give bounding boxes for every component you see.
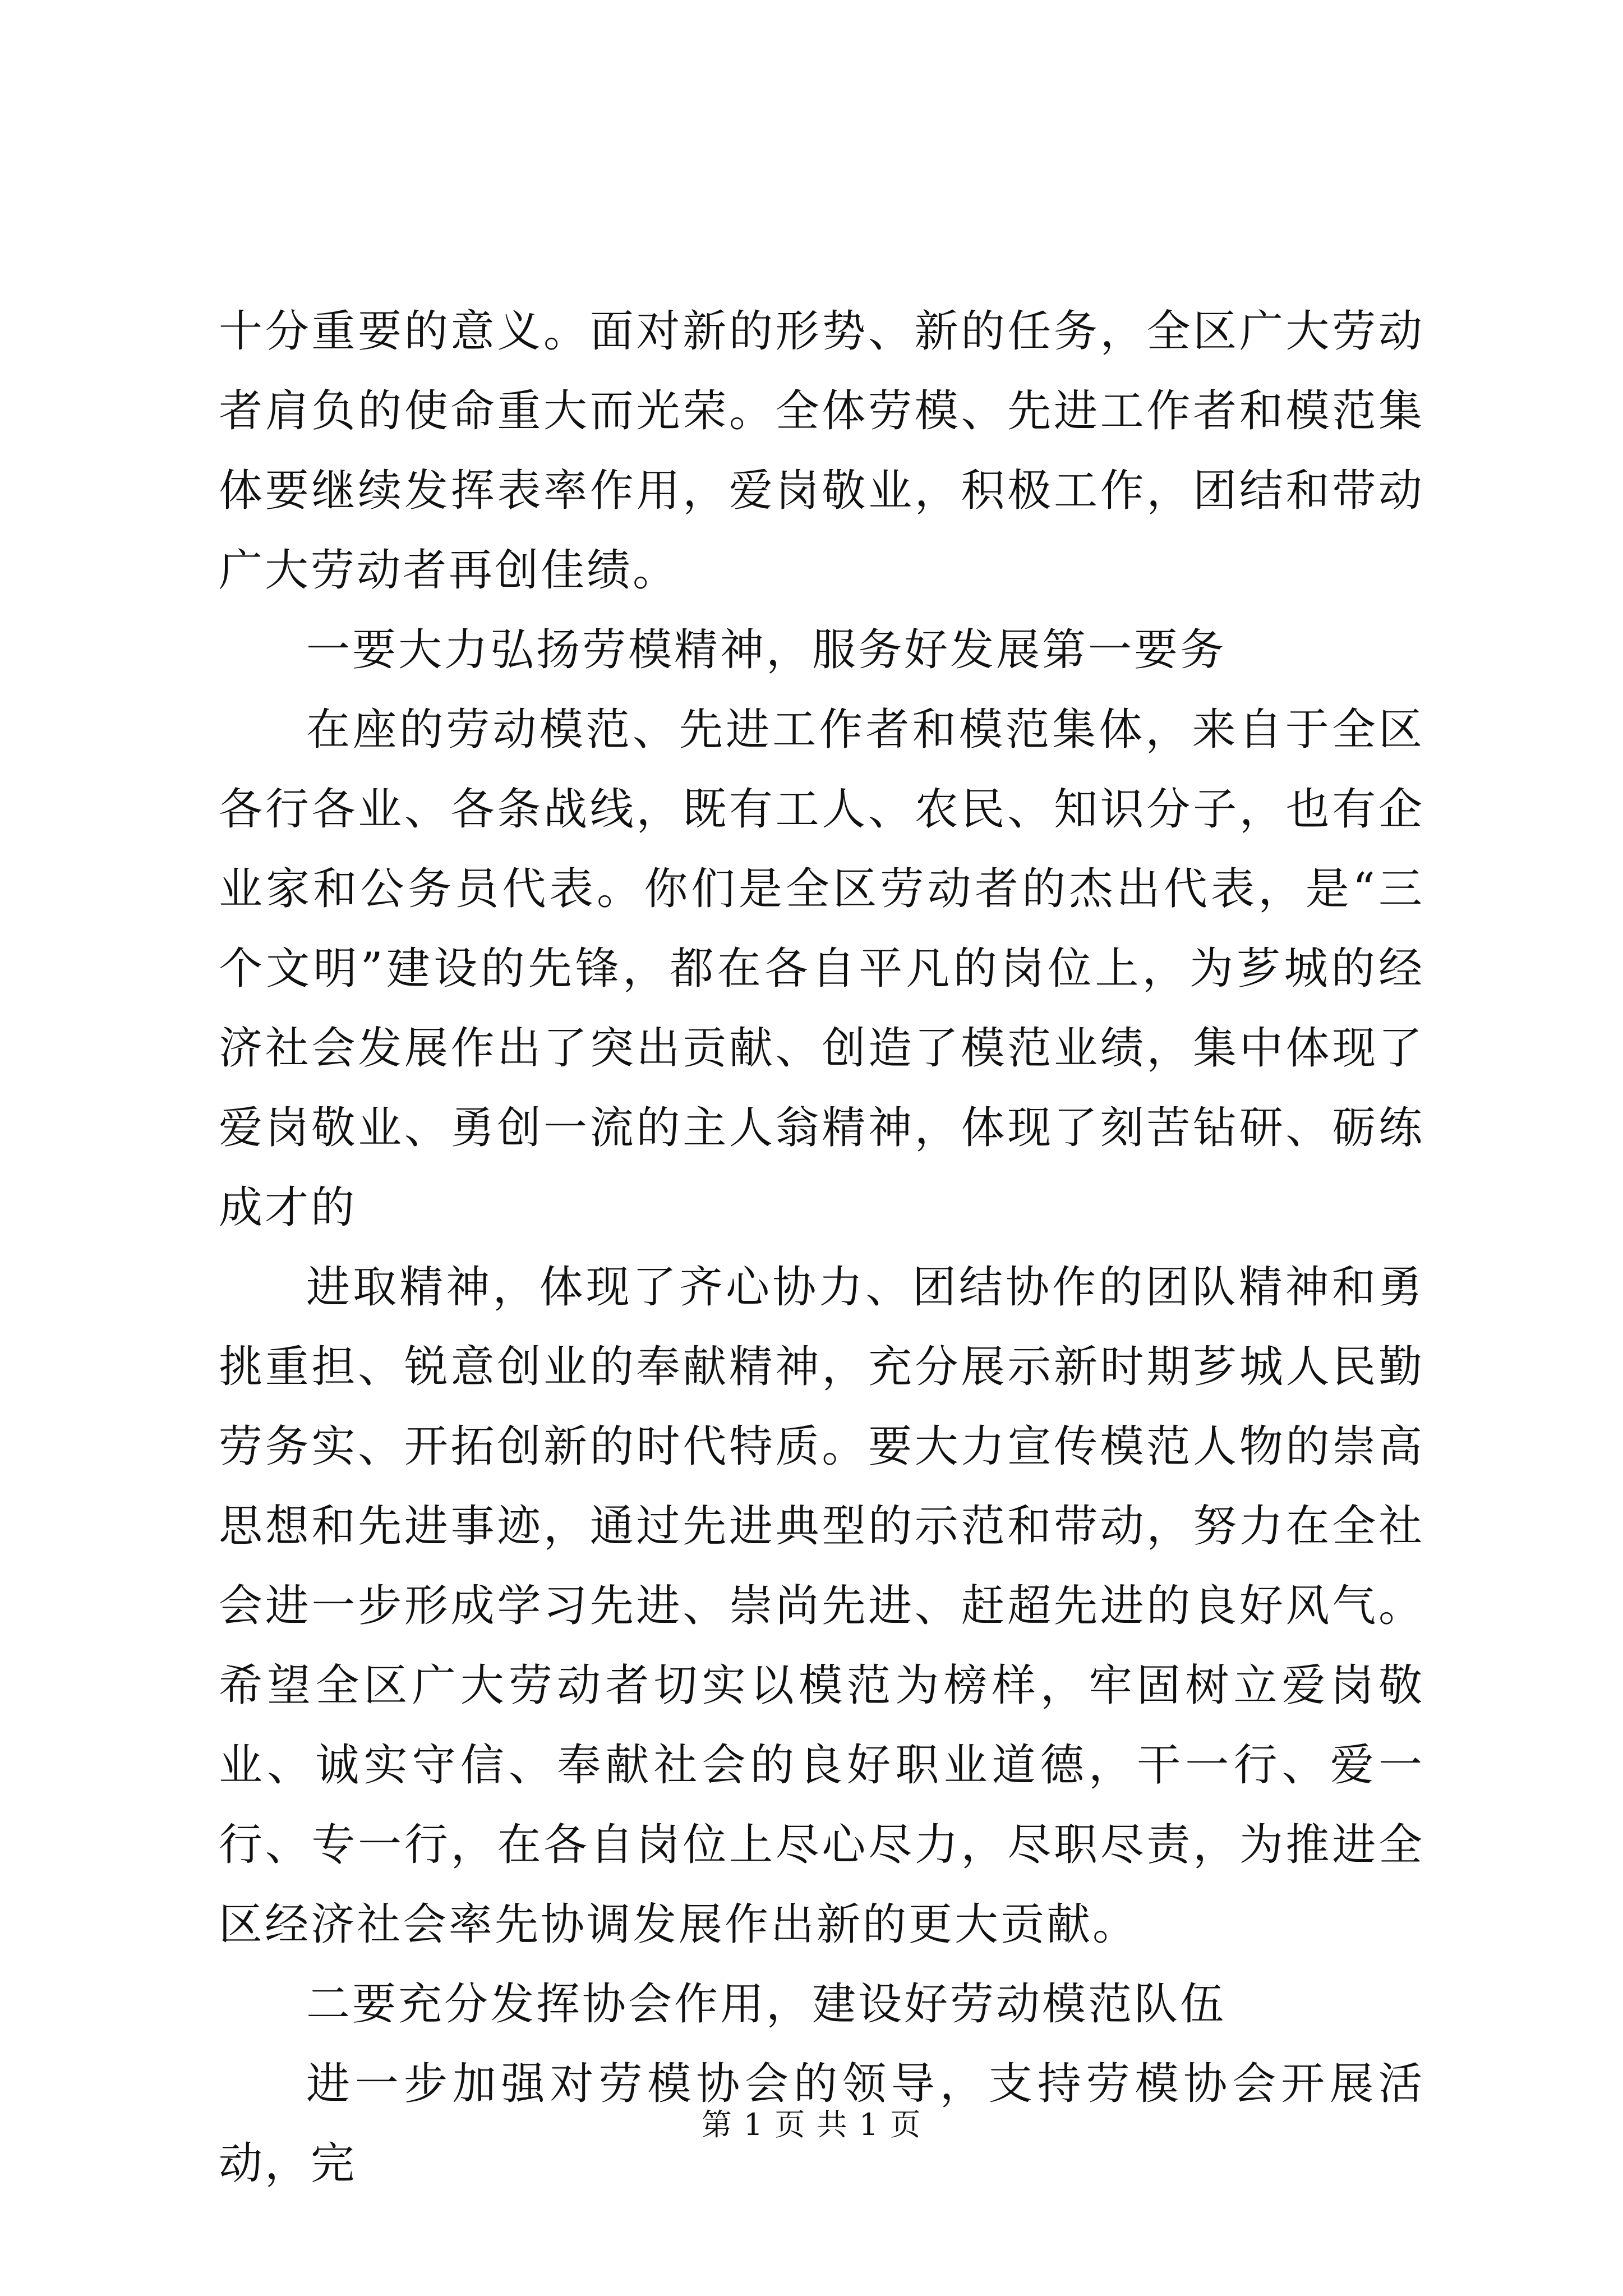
paragraph: 进取精神，体现了齐心协力、团结协作的团队精神和勇挑重担、锐意创业的奉献精神，充分展示新时期芗城人民勤劳务实、开拓创新的时代特质。要大力宣传模范人物的崇高思想和先进事迹，通过先进典型的示范和带动，努力在全社会进一步形成学习先进、崇尚先进、赶超先进的良好风气。希望全区广大劳动者切实以模范为榜样，牢固树立爱岗敬业、诚实守信、奉献社会的良好职业道德，干一行、爱一行、专一行，在各自岗位上尽心尽力，尽职尽责，为推进全区经济社会率先协调发展作出新的更大贡献。 (219, 1262, 1424, 1950)
paragraph: 在座的劳动模范、先进工作者和模范集体，来自于全区各行各业、各条战线，既有工人、农民、知识分子，也有企业家和公务员代表。你们是全区劳动者的杰出代表，是“三个文明”建设的先锋，都在各自平凡的岗位上，为芗城的经济社会发展作出了突出贡献、创造了模范业绩，集中体现了爱岗敬业、勇创一流的主人翁精神，体现了刻苦钻研、砺练成才的 (219, 705, 1424, 1233)
paragraph-continuation: 十分重要的意义。面对新的形势、新的任务，全区广大劳动者肩负的使命重大而光荣。全体劳模、先进工作者和模范集体要继续发挥表率作用，爱岗敬业，积极工作，团结和带动广大劳动者再创佳绩。 (219, 306, 1424, 596)
section-heading-one: 一要大力弘扬劳模精神，服务好发展第一要务 (306, 625, 1227, 675)
paragraph: 进一步加强对劳模协会的领导，支持劳模协会开展活动，完 (219, 2059, 1424, 2189)
section-heading-two: 二要充分发挥协会作用，建设好劳动模范队伍 (306, 1979, 1227, 2030)
page-number-footer: 第 1 页 共 1 页 (701, 2107, 922, 2142)
document-body (219, 292, 1424, 2203)
